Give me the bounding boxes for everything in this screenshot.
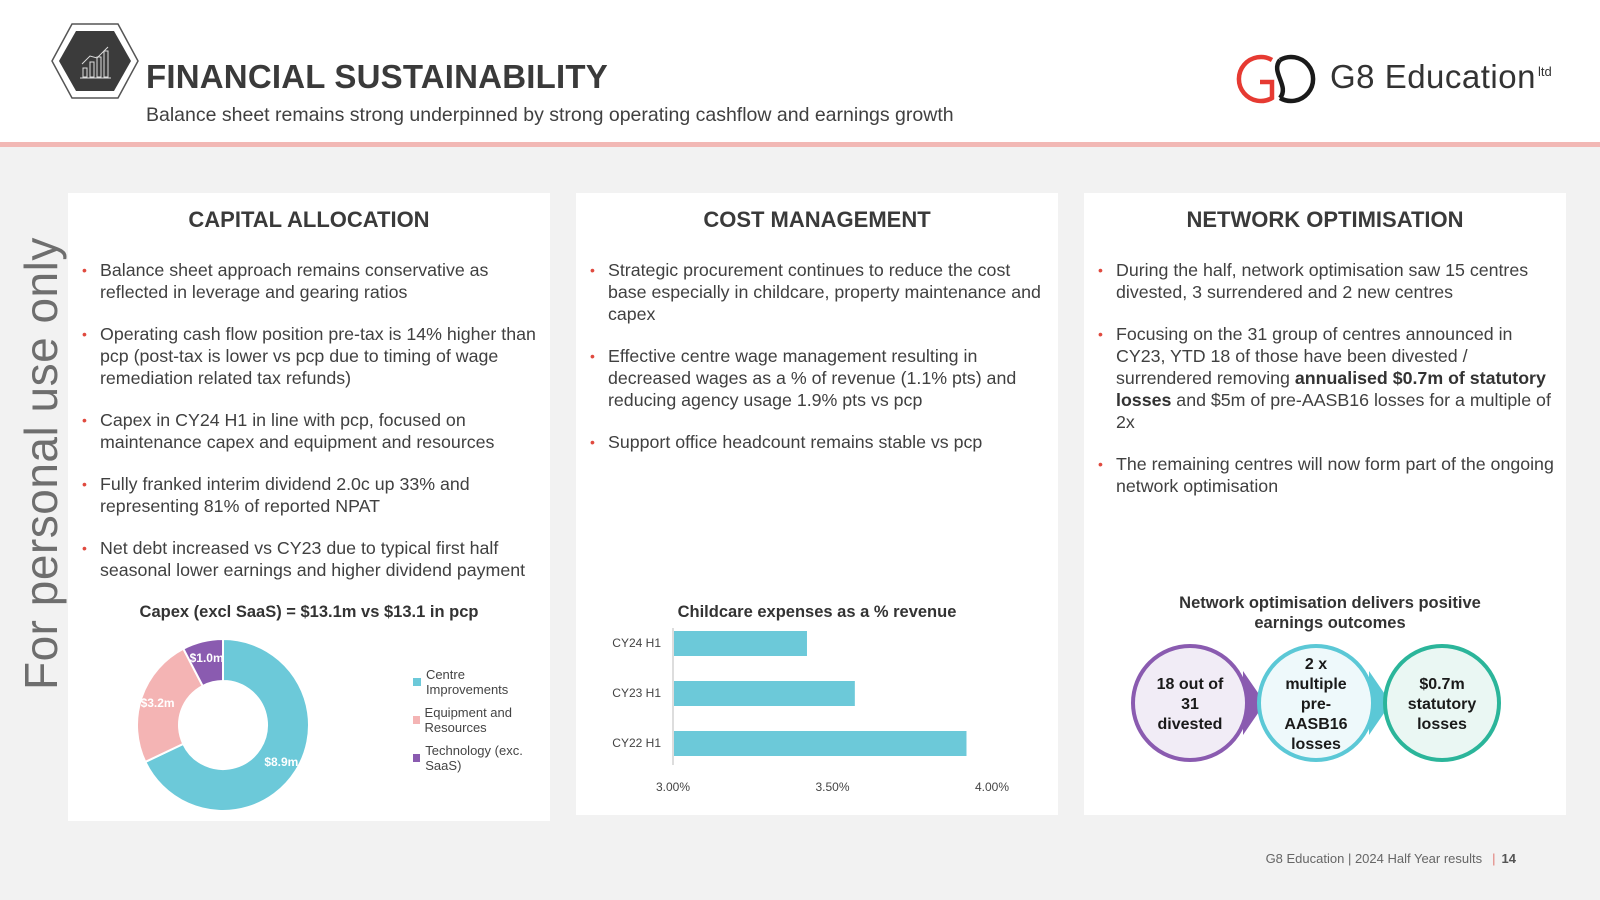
cost-management-title: COST MANAGEMENT xyxy=(703,207,931,232)
outcome-text: $0.7m statutory losses xyxy=(1407,676,1477,733)
donut-data-label: $8.9m xyxy=(264,754,299,769)
network-optimisation-diagram xyxy=(1124,638,1524,768)
bar xyxy=(674,731,966,756)
x-tick-label: 3.00% xyxy=(655,780,691,794)
donut-data-label: $1.0m xyxy=(189,650,224,665)
list-item: • During the half, network optimisation saw 15 centres divested, 3 surrendered and 2 new centres xyxy=(1098,259,1558,303)
outcome-text: 2 x multiple pre-AASB16 losses xyxy=(1284,656,1348,753)
list-item: • Capex in CY24 H1 in line with pcp, focused on maintenance capex and equipment and resources xyxy=(82,409,542,453)
donut-data-label: $3.2m xyxy=(140,696,175,711)
list-item: • Strategic procurement continues to reduce the cost base especially in childcare, property maintenance and capex xyxy=(590,259,1050,325)
expenses-bar-chart xyxy=(576,623,1058,813)
legend-swatch xyxy=(413,716,420,724)
category-tick-label: CY24 H1 xyxy=(612,636,661,650)
list-item xyxy=(1098,323,1558,433)
outcome-text: 18 out of 31 divested xyxy=(1156,676,1224,733)
list-item: • Fully franked interim dividend 2.0c up 33% and representing 81% of reported NPAT xyxy=(82,473,542,517)
list-item: • Net debt increased vs CY23 due to typical first half seasonal lower earnings and higher dividend payment xyxy=(82,537,542,581)
cost-management-panel xyxy=(576,193,1058,815)
page-subtitle: Balance sheet remains strong underpinned by strong operating cashflow and earnings growth xyxy=(146,104,954,126)
list-item: • Support office headcount remains stable vs pcp xyxy=(590,431,1050,453)
capex-legend xyxy=(413,663,550,777)
header-divider xyxy=(0,142,1600,147)
bullet-emphasis: annualised $0.7m of statutory losses xyxy=(1116,368,1546,410)
bullet-text: and $5m of pre-AASB16 losses for a multiple of 2x xyxy=(1116,390,1551,432)
bullet-text: Focusing on the 31 group of centres announced in CY23, YTD 18 of those have been divested / surrendered removing xyxy=(1116,324,1513,388)
list-item: • Balance sheet approach remains conservative as reflected in leverage and gearing ratios xyxy=(82,259,542,303)
legend-label: Equipment and Resources xyxy=(424,705,512,735)
legend-swatch xyxy=(413,678,421,686)
capex-chart-title: Capex (excl SaaS) = $13.1m vs $13.1 in pcp xyxy=(139,603,479,621)
logo-text: G8 Education xyxy=(1330,58,1536,95)
footer xyxy=(1266,851,1516,866)
capital-allocation-list xyxy=(82,259,542,601)
category-tick-label: CY22 H1 xyxy=(612,736,661,750)
x-tick-label: 3.50% xyxy=(815,780,850,794)
watermark: For personal use only xyxy=(15,237,67,690)
footer-text: G8 Education | 2024 Half Year results xyxy=(1265,851,1483,866)
expenses-chart-title: Childcare expenses as a % revenue xyxy=(677,603,957,621)
capital-allocation-panel xyxy=(68,193,550,821)
network-optimisation-panel xyxy=(1084,193,1566,815)
category-tick-label: CY23 H1 xyxy=(612,686,661,700)
footer-separator: | xyxy=(1492,851,1496,866)
legend-label: Centre Improvements xyxy=(425,667,509,697)
legend-label: Technology (exc. SaaS) xyxy=(425,743,523,773)
legend-item xyxy=(413,701,550,739)
page-title: FINANCIAL SUSTAINABILITY xyxy=(146,58,608,95)
list-item: • Effective centre wage management resulting in decreased wages as a % of revenue (1.1% pts) and reducing agency usage 1.9% pts vs pcp xyxy=(590,345,1050,411)
cost-management-list xyxy=(590,259,1050,473)
legend-item xyxy=(413,739,550,777)
network-optimisation-list xyxy=(1098,259,1558,517)
capital-allocation-title: CAPITAL ALLOCATION xyxy=(188,207,430,232)
bar-chart-icon xyxy=(50,22,140,100)
network-diagram-title: Network optimisation delivers positive earnings outcomes xyxy=(1179,594,1481,632)
list-item: • The remaining centres will now form part of the ongoing network optimisation xyxy=(1098,453,1558,497)
network-optimisation-title: NETWORK OPTIMISATION xyxy=(1186,207,1464,232)
bar xyxy=(674,681,855,706)
page-number: 14 xyxy=(1501,851,1516,866)
x-tick-label: 4.00% xyxy=(974,780,1010,794)
legend-item xyxy=(413,663,550,701)
legend-swatch xyxy=(413,754,420,762)
bar xyxy=(674,631,807,656)
logo-superscript: ltd xyxy=(1538,64,1552,79)
g8-logo-icon xyxy=(1230,52,1322,106)
company-logo xyxy=(1230,52,1570,106)
capex-donut-chart xyxy=(118,625,328,825)
list-item: • Operating cash flow position pre-tax is 14% higher than pcp (post-tax is lower vs pcp due to timing of wage remediation related tax refunds) xyxy=(82,323,542,389)
